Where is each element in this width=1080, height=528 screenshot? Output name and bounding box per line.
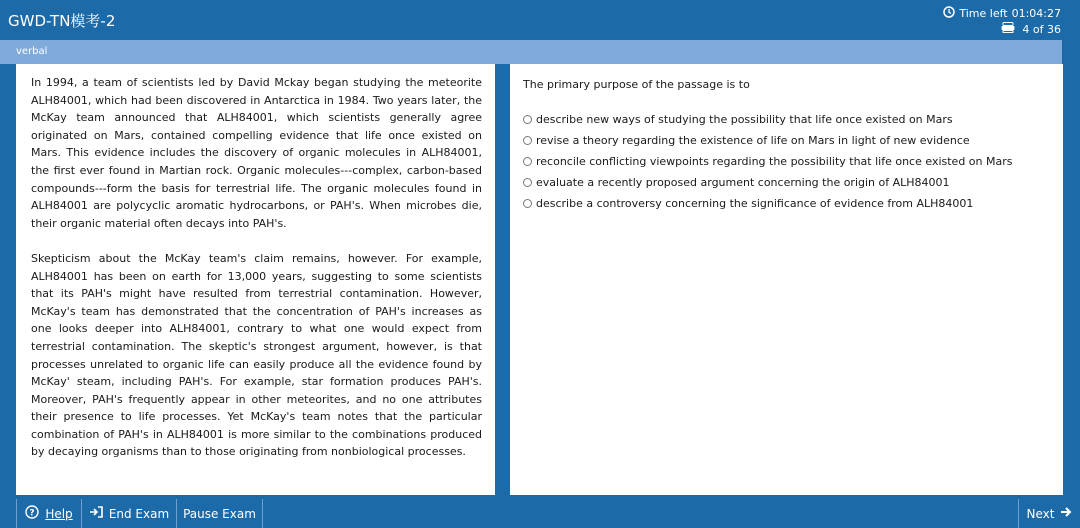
timer[interactable]: [943, 6, 1061, 21]
section-name: verbal: [16, 46, 48, 57]
title-bar: [0, 0, 1080, 40]
passage-paragraph: Skepticism about the McKay team's claim remains, however. For example, ALH84001 has been on earth for 13,000 years, suggesting to some scientists that its PAH's might have resulted from terrestrial contamination. However, McKay's team has demonstrated that the concentration of PAH's increases as one looks deeper into ALH84001, contrary to what one would expect from terrestrial contamination. The skeptic's strongest argument, however, is that processes unrelated to organic life can easily produce all the evidence found by McKay' steam, including PAH's. For example, star formation produces PAH's. Moreover, PAH's frequently appear in other meteorites, and no one attributes their presence to life processes. Yet McKay's team notes that the particular combination of PAH's in ALH84001 is more similar to the combinations produced by decaying organisms than to those originating from nonbiological processes.: [31, 251, 482, 459]
pause-exam-label: Pause Exam: [183, 506, 256, 521]
exit-icon: [89, 506, 103, 521]
question-pane: [510, 64, 1063, 495]
answer-option-b[interactable]: [523, 130, 1063, 151]
question-counter[interactable]: [1001, 22, 1061, 36]
time-left-label: Time left: [959, 7, 1008, 20]
answer-option-a[interactable]: [523, 109, 1063, 130]
help-button[interactable]: [16, 499, 81, 528]
answer-option-c[interactable]: [523, 151, 1063, 172]
pause-exam-button[interactable]: [176, 499, 263, 528]
answer-option-text: reconcile conflicting viewpoints regarding the possibility that life once existed on Mars: [536, 155, 1013, 168]
answer-option-text: evaluate a recently proposed argument concerning the origin of ALH84001: [536, 176, 950, 189]
svg-text:?: ?: [29, 508, 35, 519]
app-title: GWD-TN模考-2: [8, 12, 116, 30]
radio-button[interactable]: [523, 115, 532, 124]
passage-paragraph: In 1994, a team of scientists led by David Mckay began studying the meteorite ALH84001, which had been discovered in Antarctica in 1984. Two years later, the McKay team announced that ALH84001, which scientists generally agree originated on Mars, contained compelling evidence that life once existed on Mars. This evidence includes the discovery of organic molecules in ALH84001, the first ever found in Martian rock. Organic molecules---complex, carbon-based compounds---form the basis for terrestrial life. The organic molecules found in ALH84001 are polycyclic aromatic hydrocarbons, or PAH's. When microbes die, their organic material often decays into PAH's.: [31, 76, 482, 230]
end-exam-button[interactable]: [81, 499, 176, 528]
passage-pane[interactable]: [16, 64, 495, 495]
radio-button[interactable]: [523, 178, 532, 187]
radio-button[interactable]: [523, 199, 532, 208]
radio-button[interactable]: [523, 157, 532, 166]
bottom-toolbar: [0, 499, 1080, 528]
help-icon: [25, 505, 39, 522]
next-button[interactable]: [1018, 499, 1080, 528]
answer-option-d[interactable]: [523, 172, 1063, 193]
radio-button[interactable]: [523, 136, 532, 145]
help-label: Help: [45, 506, 73, 521]
question-counter-text: 4 of 36: [1022, 22, 1061, 36]
next-label: Next: [1026, 506, 1055, 521]
time-left-value: 01:04:27: [1011, 7, 1061, 20]
question-stem: The primary purpose of the passage is to: [523, 78, 750, 91]
answer-option-e[interactable]: [523, 193, 1063, 214]
answer-option-text: describe a controversy concerning the significance of evidence from ALH84001: [536, 197, 974, 210]
answer-option-text: revise a theory regarding the existence of life on Mars in light of new evidence: [536, 134, 970, 147]
section-bar: [0, 40, 1062, 64]
pane-divider: [495, 64, 510, 495]
arrow-right-icon: [1060, 506, 1072, 521]
answer-option-text: describe new ways of studying the possibility that life once existed on Mars: [536, 113, 953, 126]
question-list-icon: [1001, 22, 1015, 36]
clock-icon: [943, 6, 955, 21]
end-exam-label: End Exam: [108, 506, 170, 521]
